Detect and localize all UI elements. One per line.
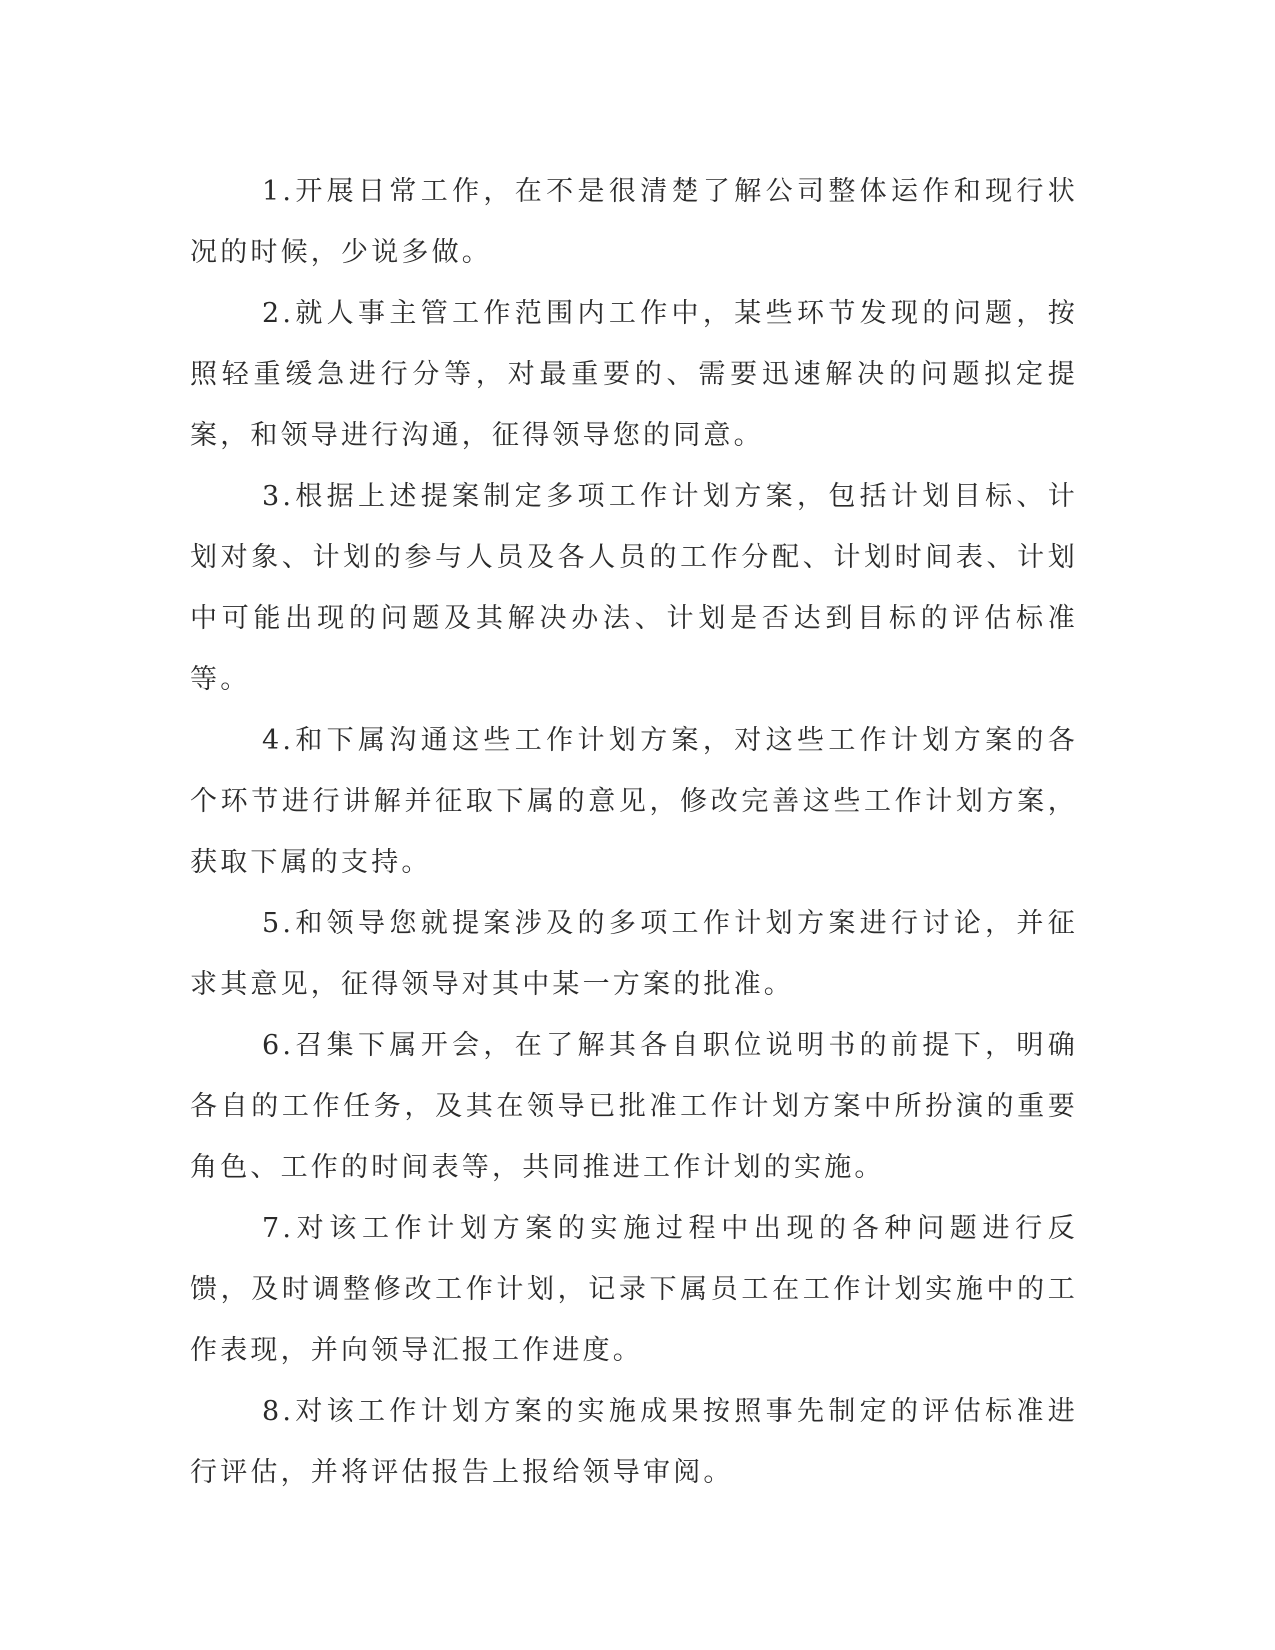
paragraph-2: 2.就人事主管工作范围内工作中，某些环节发现的问题，按照轻重缓急进行分等，对最重要的、需要迅速解决的问题拟定提案，和领导进行沟通，征得领导您的同意。	[190, 298, 1078, 451]
paragraph-8: 8.对该工作计划方案的实施成果按照事先制定的评估标准进行评估，并将评估报告上报给领导审阅。	[190, 1396, 1078, 1488]
paragraph-7: 7.对该工作计划方案的实施过程中出现的各种问题进行反馈，及时调整修改工作计划，记录下属员工在工作计划实施中的工作表现，并向领导汇报工作进度。	[190, 1213, 1078, 1366]
paragraph-1: 1.开展日常工作，在不是很清楚了解公司整体运作和现行状况的时候，少说多做。	[190, 176, 1078, 268]
paragraph-6: 6.召集下属开会，在了解其各自职位说明书的前提下，明确各自的工作任务，及其在领导已批准工作计划方案中所扮演的重要角色、工作的时间表等，共同推进工作计划的实施。	[190, 1030, 1078, 1183]
document-body	[190, 161, 1078, 1503]
paragraph-5: 5.和领导您就提案涉及的多项工作计划方案进行讨论，并征求其意见，征得领导对其中某一方案的批准。	[190, 908, 1078, 1000]
paragraph-4: 4.和下属沟通这些工作计划方案，对这些工作计划方案的各个环节进行讲解并征取下属的意见，修改完善这些工作计划方案，获取下属的支持。	[190, 725, 1078, 878]
paragraph-3: 3.根据上述提案制定多项工作计划方案，包括计划目标、计划对象、计划的参与人员及各人员的工作分配、计划时间表、计划中可能出现的问题及其解决办法、计划是否达到目标的评估标准等。	[190, 481, 1078, 695]
